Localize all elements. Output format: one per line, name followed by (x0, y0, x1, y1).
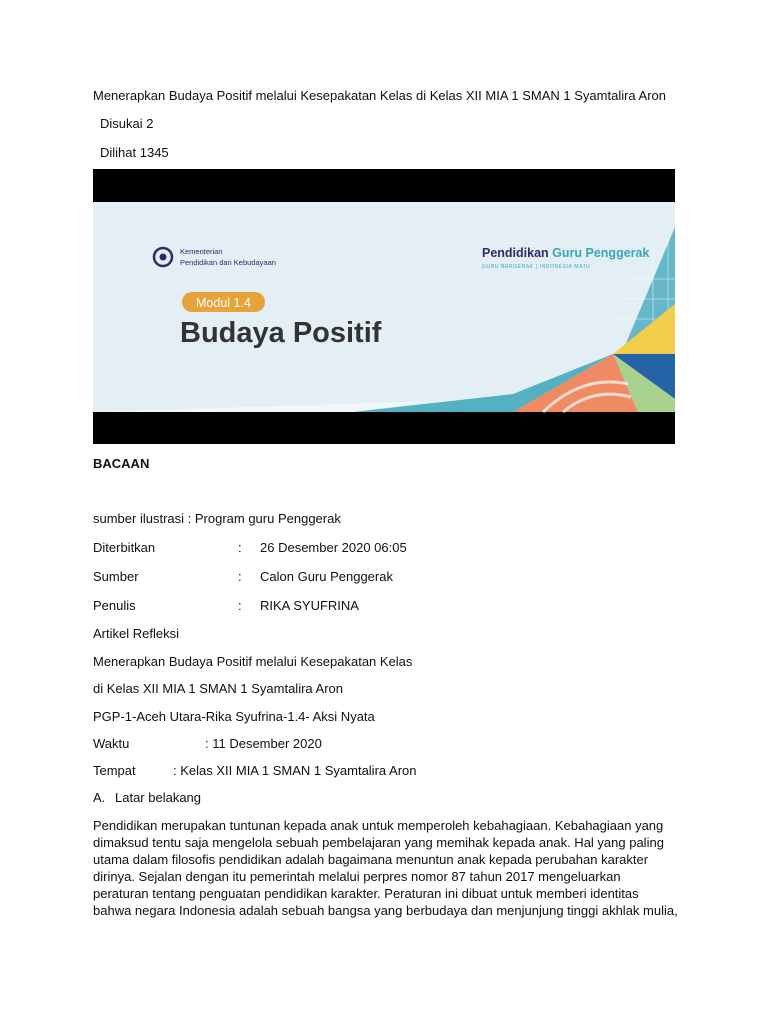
image-source-caption: sumber ilustrasi : Program guru Penggerak (93, 511, 341, 526)
author-colon: : (238, 598, 242, 613)
section-a-heading: Latar belakang (115, 790, 202, 805)
author-label: Penulis (93, 598, 136, 613)
article-heading-line3: PGP-1-Aceh Utara-Rika Syufrina-1.4- Aksi Nyata (93, 709, 375, 724)
source-label: Sumber (93, 569, 139, 584)
paragraph-line: Pendidikan merupakan tuntunan kepada anak untuk memperoleh kebahagiaan. Kebahagiaan yang (93, 818, 664, 833)
ministry-name-line1: Kementerian (180, 247, 223, 256)
source-value: Calon Guru Penggerak (260, 569, 393, 584)
place-value: : Kelas XII MIA 1 SMAN 1 Syamtalira Aron (173, 763, 417, 778)
published-colon: : (238, 540, 242, 555)
paragraph-line: dimaksud tentu saja mengelola sebuah pembelajaran yang memihak kepada anak. Hal yang paling (93, 835, 664, 850)
likes-count: Disukai 2 (100, 116, 154, 131)
source-colon: : (238, 569, 242, 584)
paragraph-line: utama dalam filosofis pendidikan adalah bagaimana menuntun anak kepada perubahan karakter (93, 852, 649, 867)
published-value: 26 Desember 2020 06:05 (260, 540, 407, 555)
module-title: Budaya Positif (180, 317, 382, 349)
place-label: Tempat (93, 763, 136, 778)
article-type: Artikel Refleksi (93, 626, 179, 641)
paragraph-line: peraturan tentang penguatan pendidikan karakter. Peraturan ini dibuat untuk memberi identitas (93, 886, 639, 901)
program-name: Guru Penggerak (552, 246, 650, 260)
article-heading-line2: di Kelas XII MIA 1 SMAN 1 Syamtalira Aron (93, 681, 343, 696)
document-title: Menerapkan Budaya Positif melalui Kesepakatan Kelas di Kelas XII MIA 1 SMAN 1 Syamtalira Aron (93, 88, 667, 103)
time-value: : 11 Desember 2020 (205, 736, 322, 751)
background-paragraph (93, 817, 683, 919)
views-count: Dilihat 1345 (100, 145, 169, 160)
program-prefix: Pendidikan Guru Penggerak (482, 246, 650, 260)
article-heading-line1: Menerapkan Budaya Positif melalui Kesepakatan Kelas (93, 654, 413, 669)
published-label: Diterbitkan (93, 540, 156, 555)
module-banner-image (93, 169, 675, 444)
paragraph-line: dirinya. Sejalan dengan itu pemerintah melalui perpres nomor 87 tahun 2017 mengeluarkan (93, 869, 621, 884)
time-label: Waktu (93, 736, 130, 751)
section-label-bacaan: BACAAN (93, 456, 150, 471)
section-a-number: A. (93, 790, 106, 805)
module-badge-label: Modul 1.4 (196, 296, 251, 310)
author-value: RIKA SYUFRINA (260, 598, 359, 613)
program-tagline: GURU BERGERAK | INDONESIA MAJU (482, 264, 591, 270)
banner-illustration (93, 169, 675, 444)
ministry-name-line2: Pendidikan dan Kebudayaan (180, 258, 276, 267)
paragraph-line: bahwa negara Indonesia adalah sebuah bangsa yang berbudaya dan menjunjung tinggi akhlak mulia, (93, 903, 678, 918)
